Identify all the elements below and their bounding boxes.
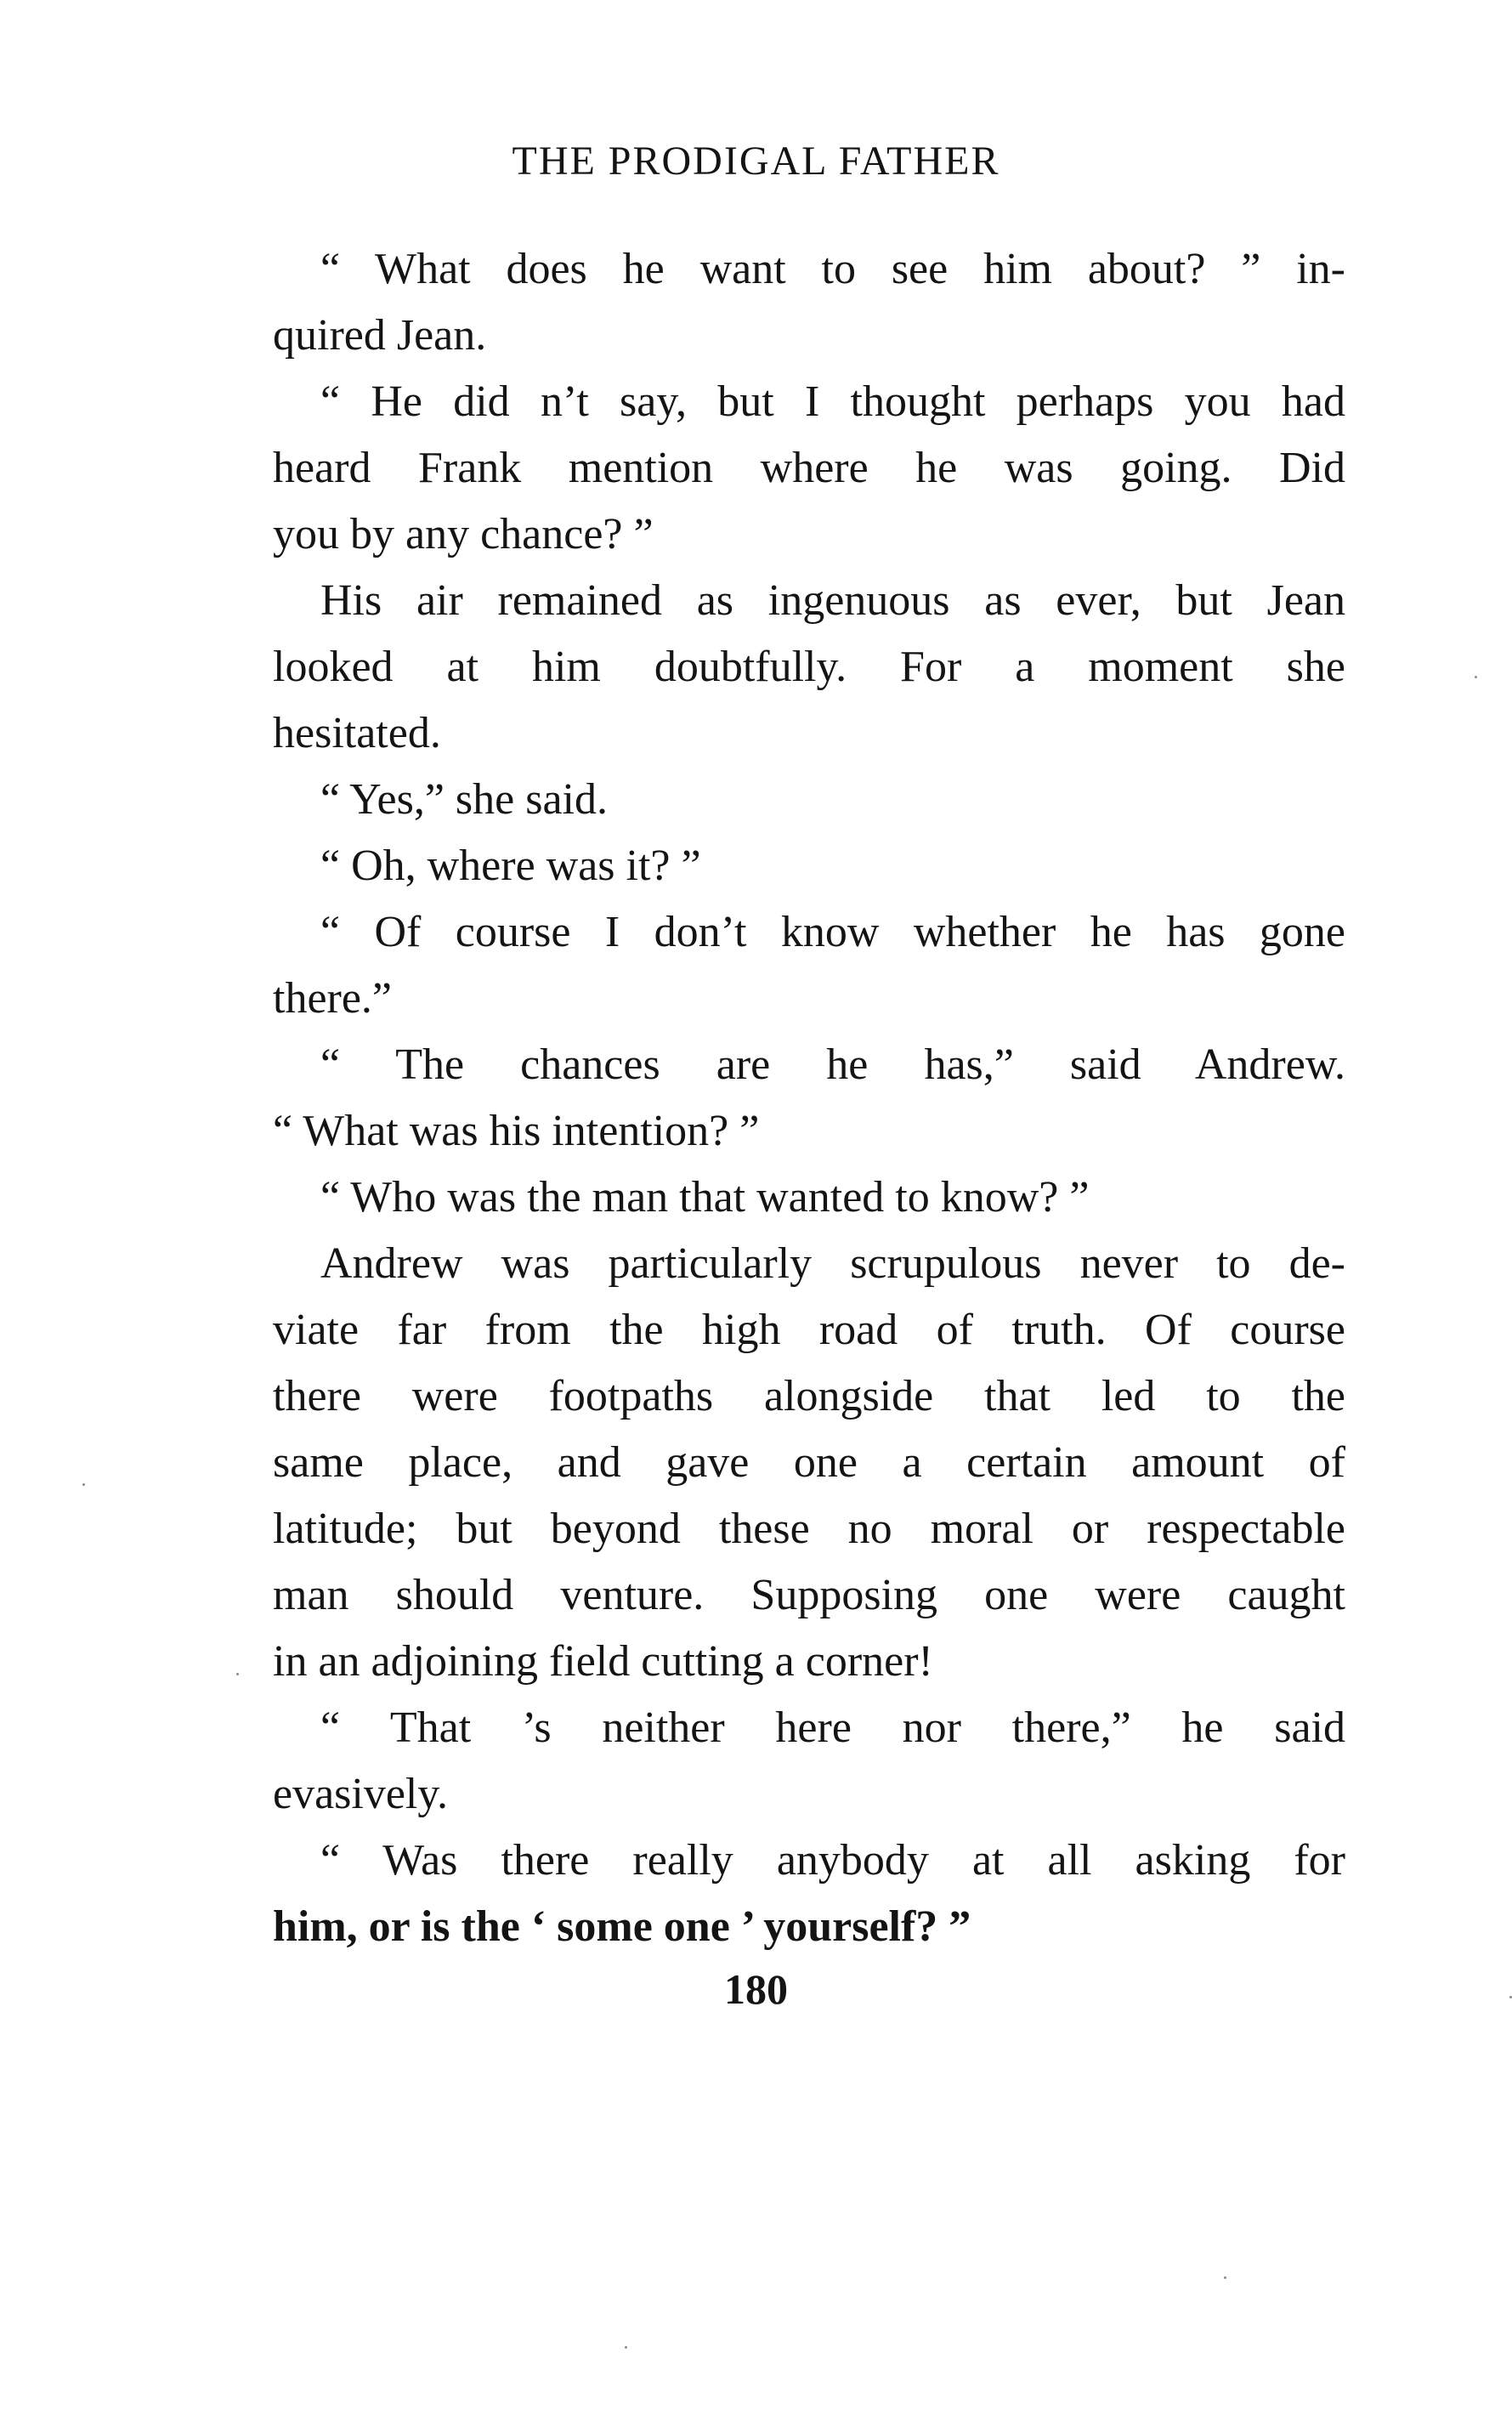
text-line: “ Was there really anybody at all asking for — [320, 1836, 1345, 1885]
text-line: Andrew was particularly scrupulous never to de- — [320, 1239, 1345, 1288]
text-line: “ Of course I don’t know whether he has gone — [320, 908, 1345, 956]
text-line: latitude; but beyond these no moral or respectable — [273, 1505, 1345, 1553]
body-text — [273, 236, 1345, 1960]
text-line: man should venture. Supposing one were caught — [273, 1571, 1345, 1619]
text-line: “ He did n’t say, but I thought perhaps you had — [320, 377, 1345, 426]
text-line: “ Yes,” she said. — [320, 775, 608, 824]
text-line: “ The chances are he has,” said Andrew. — [320, 1040, 1345, 1089]
text-line: evasively. — [273, 1770, 448, 1818]
text-line: him, or is the ‘ some one ’ yourself? ” — [273, 1902, 971, 1951]
running-head: THE PRODIGAL FATHER — [512, 139, 1000, 184]
text-line: “ What does he want to see him about? ” in- — [320, 245, 1345, 293]
paper-speck — [1224, 2276, 1226, 2279]
text-line: there were footpaths alongside that led to the — [273, 1372, 1345, 1420]
page-number: 180 — [724, 1965, 788, 2013]
text-line: same place, and gave one a certain amount of — [273, 1438, 1345, 1487]
text-line: quired Jean. — [273, 311, 487, 360]
text-line: “ Oh, where was it? ” — [320, 842, 701, 890]
text-line: “ That ’s neither here nor there,” he said — [320, 1703, 1345, 1752]
paper-speck — [1475, 676, 1477, 678]
text-line: you by any chance? ” — [273, 510, 654, 558]
text-line: viate far from the high road of truth. Of course — [273, 1306, 1345, 1354]
text-line: there.” — [273, 974, 393, 1023]
paper-speck — [236, 1673, 239, 1675]
text-line: “ Who was the man that wanted to know? ” — [320, 1173, 1090, 1222]
text-line: looked at him doubtfully. For a moment she — [273, 643, 1345, 691]
text-line: hesitated. — [273, 709, 441, 757]
paper-speck — [625, 2346, 627, 2349]
text-line: “ What was his intention? ” — [273, 1107, 760, 1155]
paper-speck — [82, 1483, 85, 1486]
text-line: heard Frank mention where he was going. Did — [273, 444, 1345, 492]
text-line: in an adjoining field cutting a corner! — [273, 1637, 933, 1686]
text-line: His air remained as ingenuous as ever, but Jean — [320, 576, 1345, 625]
